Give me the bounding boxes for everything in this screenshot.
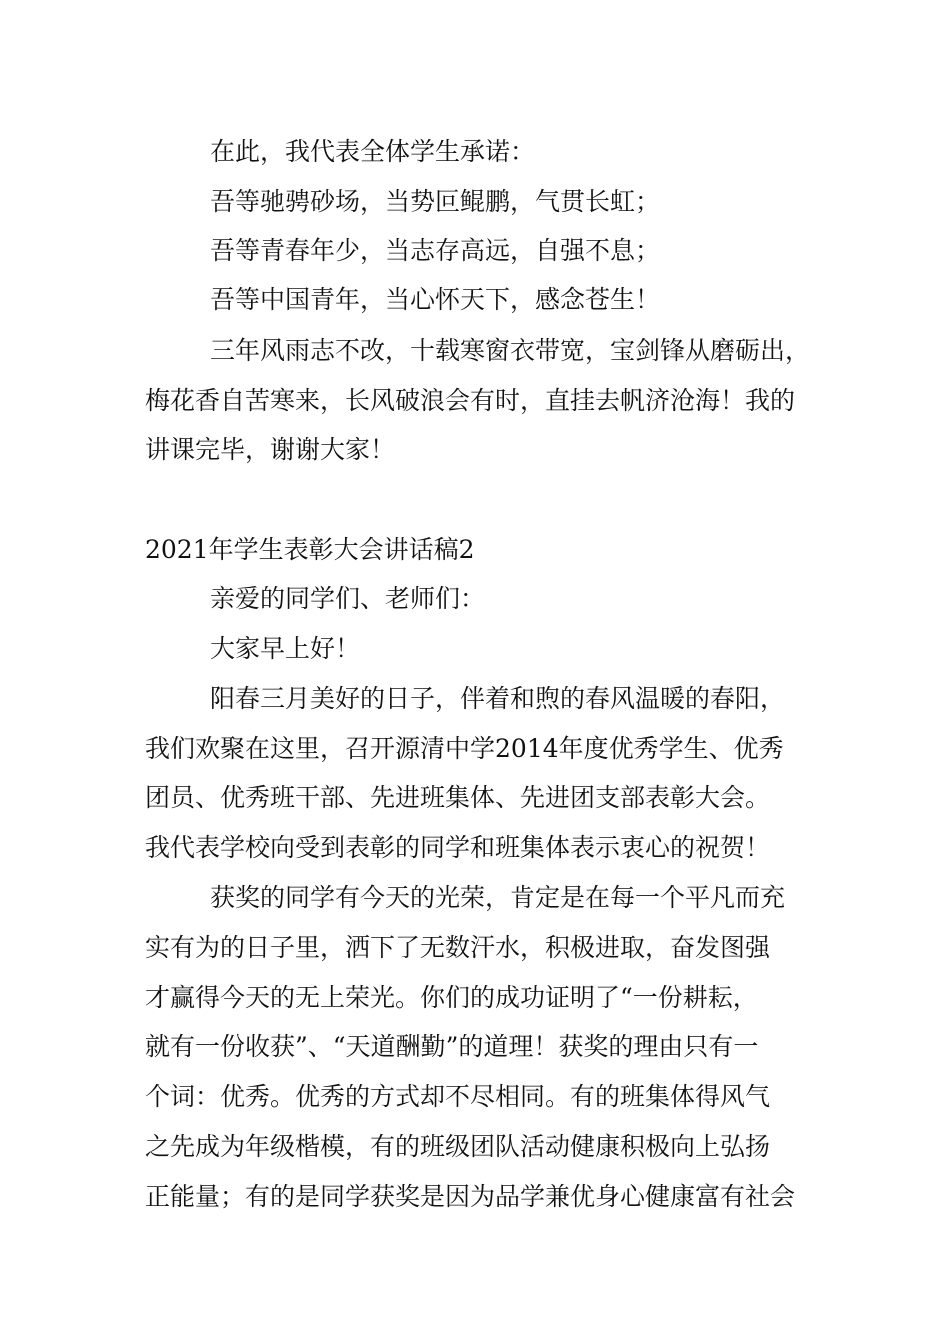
promise-line-3: 吾等中国青年，当心怀天下，感念苍生！	[210, 285, 661, 314]
paragraph1-line-4: 我代表学校向受到表彰的同学和班集体表示衷心的祝贺！	[145, 833, 771, 862]
paragraph1-line-1: 阳春三月美好的日子，伴着和煦的春风温暖的春阳，	[210, 684, 786, 713]
promise-line-1: 吾等驰骋砂场，当势叵鲲鹏，气贯长虹；	[210, 187, 661, 216]
paragraph2-line-4: 就有一份收获”、“天道酬勤”的道理！获奖的理由只有一	[145, 1032, 759, 1061]
paragraph2-line-6: 之先成为年级楷模，有的班级团队活动健康积极向上弘扬	[145, 1132, 771, 1161]
promise-intro: 在此，我代表全体学生承诺：	[210, 137, 536, 166]
section-title: 2021年学生表彰大会讲话稿2	[145, 535, 475, 564]
greeting: 大家早上好！	[210, 634, 361, 663]
paragraph1-line-2: 我们欢聚在这里，召开源清中学2014年度优秀学生、优秀	[145, 734, 784, 763]
closing-line-3: 讲课完毕，谢谢大家！	[145, 435, 396, 464]
paragraph2-line-1: 获奖的同学有今天的光荣，肯定是在每一个平凡而充	[210, 883, 786, 912]
closing-line-2: 梅花香自苦寒来，长风破浪会有时，直挂去帆济沧海！我的	[145, 386, 796, 415]
paragraph2-line-5: 个词：优秀。优秀的方式却不尽相同。有的班集体得风气	[145, 1082, 771, 1111]
paragraph2-line-7: 正能量；有的是同学获奖是因为品学兼优身心健康富有社会	[145, 1182, 796, 1211]
salutation: 亲爱的同学们、老师们：	[210, 584, 486, 613]
promise-line-2: 吾等青春年少，当志存高远，自强不息；	[210, 236, 661, 265]
paragraph1-line-3: 团员、优秀班干部、先进班集体、先进团支部表彰大会。	[145, 783, 771, 812]
closing-line-1: 三年风雨志不改，十载寒窗衣带宽，宝剑锋从磨砺出，	[210, 336, 811, 365]
paragraph2-line-2: 实有为的日子里，洒下了无数汗水，积极进取，奋发图强	[145, 933, 771, 962]
paragraph2-line-3: 才赢得今天的无上荣光。你们的成功证明了“一份耕耘，	[145, 983, 758, 1012]
